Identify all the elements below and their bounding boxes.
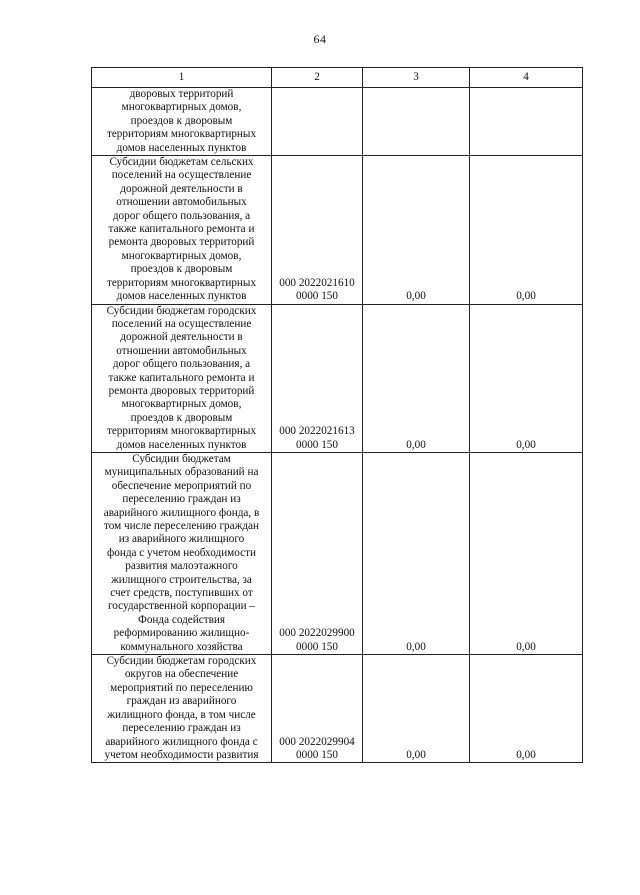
row-name-line: жилищного строительства, за [111,573,252,586]
row-name-line: округов на обеспечение [124,668,239,681]
row-name-cell [92,655,272,763]
row-name-line: отношении автомобильных [116,344,247,357]
row-name-line: домов населенных пунктов [116,141,247,154]
row-name-line: счет средств, поступивших от [110,587,253,600]
table-row [92,88,583,156]
row-name-line: Субсидии бюджетам городских [106,304,257,317]
row-name-line: жилищного фонда, в том числе [107,708,256,721]
row-name-line: фонда с учетом необходимости [107,546,256,559]
row-code-line: 0000 150 [296,748,338,761]
table-row [92,156,583,304]
row-code-line: 0000 150 [296,438,338,451]
row-col4-cell [470,88,583,156]
row-name-line: также капитального ремонта и [108,371,255,384]
row-name-line: территориям многоквартирных [106,128,257,141]
column-header: 4 [470,68,583,88]
row-name-line: переселению граждан из [122,493,241,506]
row-col4-cell: 0,00 [470,655,583,763]
row-col3-cell: 0,00 [363,304,470,452]
row-name-line: дорог общего пользования, а [112,209,251,222]
row-name-line: также капитального ремонта и [108,223,255,236]
row-col4-cell: 0,00 [470,304,583,452]
row-name-line: поселений на осуществление [111,317,252,330]
row-code-cell [272,88,363,156]
row-code-cell [272,452,363,654]
row-name-line: аварийного жилищного фонда, в [103,506,260,519]
row-name-line: домов населенных пунктов [116,438,247,451]
row-name-line: территориям многоквартирных [106,276,257,289]
row-name-line: муниципальных образований на [104,466,259,479]
row-name-line: аварийного жилищного фонда с [105,735,258,748]
row-name-line: ремонта дворовых территорий [108,384,255,397]
row-name-line: проездов к дворовым [130,263,233,276]
row-name-line: проездов к дворовым [130,114,233,127]
row-code-line: 000 2022029900 [279,627,355,640]
row-name-line: Субсидии бюджетам сельских [109,156,254,169]
row-col3-cell: 0,00 [363,655,470,763]
row-name-cell [92,304,272,452]
row-name-line: из аварийного жилищного [118,533,245,546]
row-col4-cell: 0,00 [470,156,583,304]
row-name-line: обеспечение мероприятий по [111,479,252,492]
row-col3-cell: 0,00 [363,156,470,304]
row-name-line: Субсидии бюджетам [132,452,231,465]
row-name-line: территориям многоквартирных [106,425,257,438]
row-name-line: поселений на осуществление [111,169,252,182]
row-name-line: многоквартирных домов, [121,398,242,411]
row-name-line: государственной корпорации – [107,600,256,613]
row-name-line: многоквартирных домов, [121,249,242,262]
row-name-cell [92,88,272,156]
row-code-line: 0000 150 [296,290,338,303]
row-name-line: Фонда содействия [137,613,226,626]
row-name-line: реформированию жилищно- [113,627,250,640]
row-code-line: 000 2022021613 [279,425,355,438]
row-col4-cell: 0,00 [470,452,583,654]
row-name-line: развития малоэтажного [125,560,238,573]
row-code-cell [272,655,363,763]
row-col3-cell: 0,00 [363,452,470,654]
row-name-line: мероприятий по переселению [110,681,253,694]
row-code-line: 000 2022029904 [279,735,355,748]
row-code-cell [272,304,363,452]
row-name-line: переселению граждан из [122,722,241,735]
table-row [92,452,583,654]
row-name-line: Субсидии бюджетам городских [106,655,257,668]
column-header: 1 [92,68,272,88]
row-name-line: граждан из аварийного [126,695,237,708]
row-name-cell [92,452,272,654]
column-header: 3 [363,68,470,88]
row-name-line: дорожной деятельности в [120,331,243,344]
row-code-cell [272,156,363,304]
table-row [92,655,583,763]
row-name-line: ремонта дворовых территорий [108,236,255,249]
row-name-line: коммунального хозяйства [120,640,243,653]
row-name-cell [92,156,272,304]
row-name-line: проездов к дворовым [130,411,233,424]
row-name-line: многоквартирных домов, [121,101,242,114]
budget-table [91,67,583,763]
row-name-line: дорожной деятельности в [120,182,243,195]
table-row [92,304,583,452]
page-number: 64 [313,32,327,46]
row-name-line: домов населенных пунктов [116,290,247,303]
row-col3-cell [363,88,470,156]
row-code-line: 0000 150 [296,640,338,653]
row-name-line: том числе переселению граждан [104,520,259,532]
row-name-line: дорог общего пользования, а [112,358,251,371]
row-code-line: 000 2022021610 [279,276,355,289]
row-name-line: дворовых территорий [129,88,234,100]
table-header-row [92,68,583,88]
column-header: 2 [272,68,363,88]
row-name-line: отношении автомобильных [116,196,247,209]
row-name-line: учетом необходимости развития [104,748,259,761]
